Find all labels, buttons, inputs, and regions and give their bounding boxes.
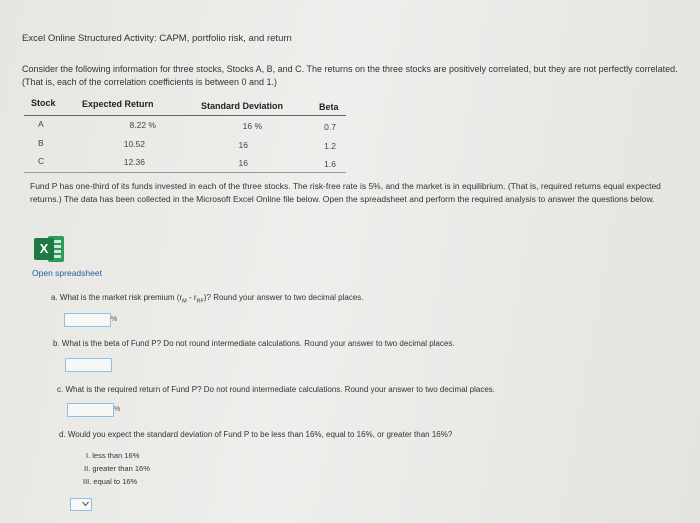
table-cell-expected-return: 10.52	[123, 139, 145, 149]
table-cell-expected-return: 12.36	[123, 157, 145, 167]
table-bottom-rule	[24, 172, 346, 173]
chevron-down-icon	[82, 501, 89, 507]
table-cell-beta: 1.2	[324, 141, 336, 151]
intro-text: Consider the following information for three stocks, Stocks A, B, and C. The returns on the three stocks are positively correlated, but they are not perfectly correlated. (That is, each of the correlation coefficients is between 0 and 1.)	[22, 64, 678, 87]
table-header-beta: Beta	[319, 102, 339, 112]
table-header-rule	[24, 115, 346, 116]
market-risk-premium-input[interactable]	[64, 313, 111, 327]
table-cell-beta: 1.6	[324, 159, 336, 169]
table-header-expected-return: Expected Return	[82, 99, 154, 109]
table-cell-stock: C	[38, 156, 45, 166]
question-b: b. What is the beta of Fund P? Do not round intermediate calculations. Round your answer to two decimal places.	[53, 339, 455, 348]
fund-beta-input[interactable]	[65, 358, 112, 372]
activity-title: Excel Online Structured Activity: CAPM, portfolio risk, and return	[22, 33, 292, 44]
std-dev-comparison-select[interactable]	[70, 498, 92, 511]
percent-unit: %	[114, 406, 121, 413]
answer-option: II. greater than 16%	[84, 464, 150, 473]
table-cell-standard-deviation: 16 %	[242, 121, 262, 131]
table-cell-beta: 0.7	[324, 122, 336, 132]
question-c: c. What is the required return of Fund P? Do not round intermediate calculations. Round your answer to two decimal places.	[57, 385, 496, 394]
question-a: a. What is the market risk premium $(r_M - r_{RF})$? Round your answer to two decimal places.	[51, 293, 364, 305]
excel-letter: X	[34, 238, 54, 260]
required-return-input[interactable]	[67, 403, 114, 417]
table-header-standard-deviation: Standard Deviation	[201, 101, 284, 111]
table-cell-standard-deviation: 16	[238, 158, 248, 168]
table-cell-standard-deviation: 16	[238, 140, 248, 150]
table-cell-expected-return: 8.22 %	[129, 120, 156, 130]
table-cell-stock: A	[38, 119, 44, 129]
question-d: d. Would you expect the standard deviation of Fund P to be less than 16%, equal to 16%, or greater than 16%?	[59, 430, 453, 439]
open-spreadsheet-link[interactable]: Open spreadsheet	[32, 268, 102, 278]
excel-file-icon[interactable]	[34, 236, 64, 262]
answer-option: I. less than 16%	[86, 451, 140, 460]
percent-unit: %	[111, 316, 118, 323]
fund-paragraph: Fund P has one-third of its funds invested in each of the three stocks. The risk-free rate is 5%, and the market is in equilibrium. (That is, required returns equal expected returns.) The data has been collected in the Microsoft Excel Online file below. Open the spreadsheet and perform the required analysis to answer the questions below.	[30, 181, 661, 204]
answer-option: III. equal to 16%	[83, 477, 138, 486]
table-cell-stock: B	[38, 138, 44, 148]
table-header-stock: Stock	[31, 98, 56, 108]
